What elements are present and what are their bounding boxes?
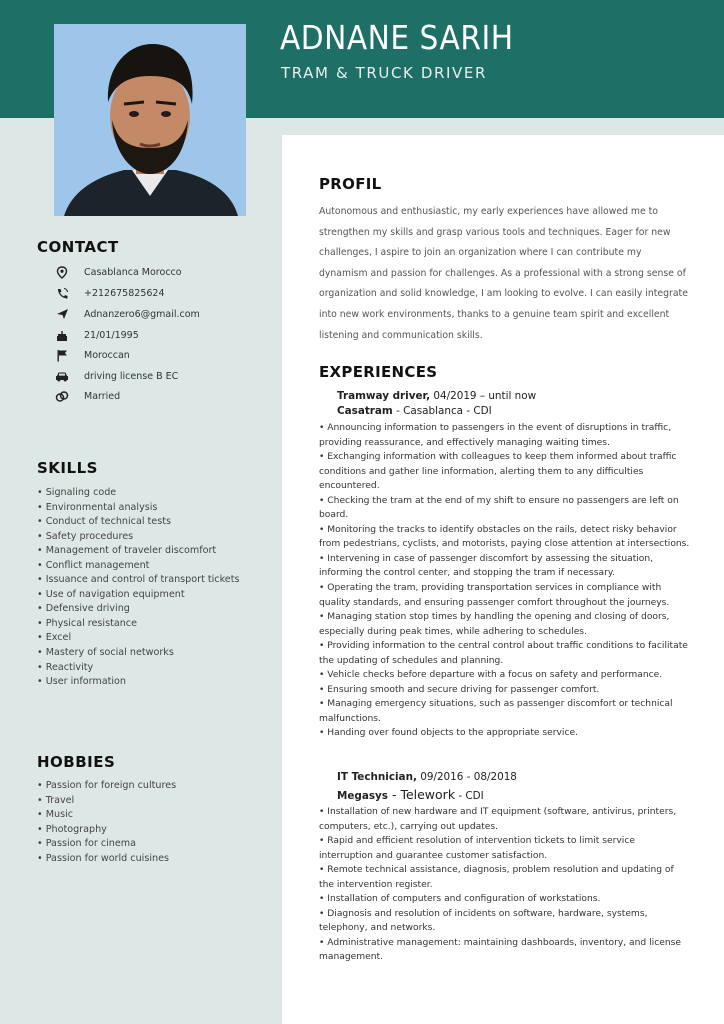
- contact-item-phone: [54, 284, 165, 302]
- rings-icon: [54, 389, 70, 403]
- experiences-heading: EXPERIENCES: [319, 363, 438, 381]
- hobby-item: • Passion for cinema: [37, 838, 136, 850]
- skill-item: • Reactivity: [37, 661, 94, 673]
- duty-item: • Rapid and efficient resolution of intervention tickets to limit service interruption and guarantee customer satisfaction.: [319, 836, 635, 861]
- contact-item-address: [54, 263, 182, 281]
- job-1-title-line: [337, 390, 536, 402]
- job-dates: 09/2016 - 08/2018: [416, 771, 517, 783]
- skills-heading: SKILLS: [37, 459, 98, 477]
- skill-item: • Safety procedures: [37, 530, 134, 542]
- hobby-item: • Passion for foreign cultures: [37, 780, 177, 791]
- duty-item: • Remote technical assistance, diagnosis, problem resolution and updating of the intervention register.: [319, 865, 674, 890]
- job-dates: 04/2019 – until now: [430, 390, 537, 402]
- contact-item-text: Moroccan: [84, 349, 130, 361]
- contact-item-text: driving license B EC: [84, 370, 179, 382]
- duty-item: • Operating the tram, providing transportation services in compliance with quality standards, and ensuring passenger comfort throughout the journeys.: [319, 583, 670, 608]
- hobby-item: • Passion for world cuisines: [37, 852, 169, 864]
- person-name: ADNANE SARIH: [280, 18, 514, 57]
- duty-item: • Providing information to the central control about traffic conditions to facilitate the updating of schedules and planning.: [319, 641, 688, 666]
- job-2-duties: [319, 805, 691, 965]
- hobby-item: • Travel: [37, 794, 75, 806]
- skill-item: • Physical resistance: [37, 617, 137, 629]
- contact-item-text: +212675825624: [84, 287, 165, 299]
- skill-item: • Environmental analysis: [37, 501, 158, 513]
- company-name: Casatram: [337, 405, 393, 417]
- duty-item: • Monitoring the tracks to identify obstacles on the rails, detect risky behavior from pedestrians, cyclists, and motorists, paying close attention at intersections.: [319, 524, 690, 550]
- skills-list: [37, 486, 239, 690]
- job-title: TRAM & TRUCK DRIVER: [281, 64, 488, 82]
- hobbies-list: [37, 779, 176, 866]
- skill-item: • Use of navigation equipment: [37, 588, 185, 600]
- job-title-text: Tramway driver,: [337, 390, 431, 402]
- profile-summary: Autonomous and enthusiastic, my early experiences have allowed me to strengthen my skills and grasp various tools and techniques. Eager for new challenges, I aspire to join an organization where I can contribute my dynamism and passion for challenges. As a professional with a strong sense of organization and solid knowledge, I am looking to evolve. I can easily integrate into new work environments, thanks to a genuine team spirit and excellent listening and communication skills.: [319, 206, 688, 341]
- skill-item: • Conflict management: [37, 559, 150, 571]
- hobby-item: • Music: [37, 809, 74, 821]
- duty-item: • Administrative management: maintaining dashboards, inventory, and license management.: [319, 937, 681, 963]
- skill-item: • Management of traveler discomfort: [37, 545, 217, 557]
- contract-type: - CDI: [463, 405, 492, 417]
- hobbies-heading: HOBBIES: [37, 753, 116, 771]
- contact-item-nationality: [54, 346, 130, 364]
- skill-item: • Defensive driving: [37, 603, 130, 615]
- contact-item-marital-status: [54, 387, 120, 405]
- job-2-company-line: [337, 787, 484, 802]
- birthday-cake-icon: [54, 328, 70, 342]
- company-location: - Telework: [387, 787, 456, 802]
- skill-item: • Conduct of technical tests: [37, 516, 171, 528]
- job-2-title-line: [337, 771, 517, 783]
- contact-item-email: [54, 305, 200, 323]
- duty-item: • Intervening in case of passenger discomfort by assessing the situation, informing the control center, and stopping the tram if necessary.: [319, 553, 654, 579]
- contact-heading: CONTACT: [37, 238, 119, 256]
- company-name: Megasys: [337, 790, 388, 802]
- contact-item-license: [54, 367, 178, 385]
- contact-item-text: Married: [84, 390, 121, 402]
- duty-item: • Ensuring smooth and secure driving for passenger comfort.: [319, 684, 600, 695]
- duty-item: • Vehicle checks before departure with a focus on safety and performance.: [319, 670, 663, 681]
- phone-icon: [54, 286, 70, 300]
- company-location: - Casablanca: [392, 405, 464, 417]
- flag-icon: [54, 348, 70, 362]
- duty-item: • Handing over found objects to the appropriate service.: [319, 728, 578, 739]
- duty-item: • Managing emergency situations, such as passenger discomfort or technical malfunctions.: [319, 699, 673, 724]
- duty-item: • Checking the tram at the end of my shift to ensure no passengers are left on board.: [319, 495, 679, 521]
- car-icon: [54, 369, 70, 383]
- duty-item: • Exchanging information with colleagues to keep them informed about traffic conditions and gather line information, alerting them to any difficulties encountered.: [319, 452, 677, 492]
- job-1-company-line: [337, 405, 492, 417]
- duty-item: • Installation of new hardware and IT equipment (software, antivirus, printers, computers, etc.), carrying out updates.: [319, 807, 677, 832]
- profile-photo: [54, 24, 246, 216]
- location-icon: [54, 265, 70, 279]
- skill-item: • Signaling code: [37, 487, 117, 498]
- duty-item: • Diagnosis and resolution of incidents on software, hardware, systems, telephony, and networks.: [319, 908, 648, 934]
- skill-item: • Excel: [37, 632, 72, 644]
- skill-item: • Mastery of social networks: [37, 647, 174, 659]
- header-underline-strip: [282, 118, 724, 135]
- skill-item: • User information: [37, 676, 126, 688]
- contract-type: - CDI: [455, 790, 484, 802]
- duty-item: • Installation of computers and configuration of workstations.: [319, 894, 601, 905]
- job-title-text: IT Technician,: [337, 771, 417, 783]
- hobby-item: • Photography: [37, 823, 107, 835]
- duty-item: • Announcing information to passengers in the event of disruptions in traffic, providing reassurance, and effectively managing waiting times.: [319, 423, 672, 448]
- email-icon: [54, 307, 70, 321]
- contact-item-birthdate: [54, 326, 139, 344]
- skill-item: • Issuance and control of transport tickets: [37, 574, 240, 586]
- contact-item-text: Adnanzero6@gmail.com: [84, 308, 200, 320]
- contact-item-text: 21/01/1995: [84, 329, 139, 341]
- duty-item: • Managing station stop times by handling the opening and closing of doors, especially during peak times, while adhering to schedules.: [319, 612, 670, 637]
- profile-heading: PROFIL: [319, 175, 382, 193]
- job-1-duties: [319, 421, 691, 741]
- contact-item-text: Casablanca Morocco: [84, 266, 182, 278]
